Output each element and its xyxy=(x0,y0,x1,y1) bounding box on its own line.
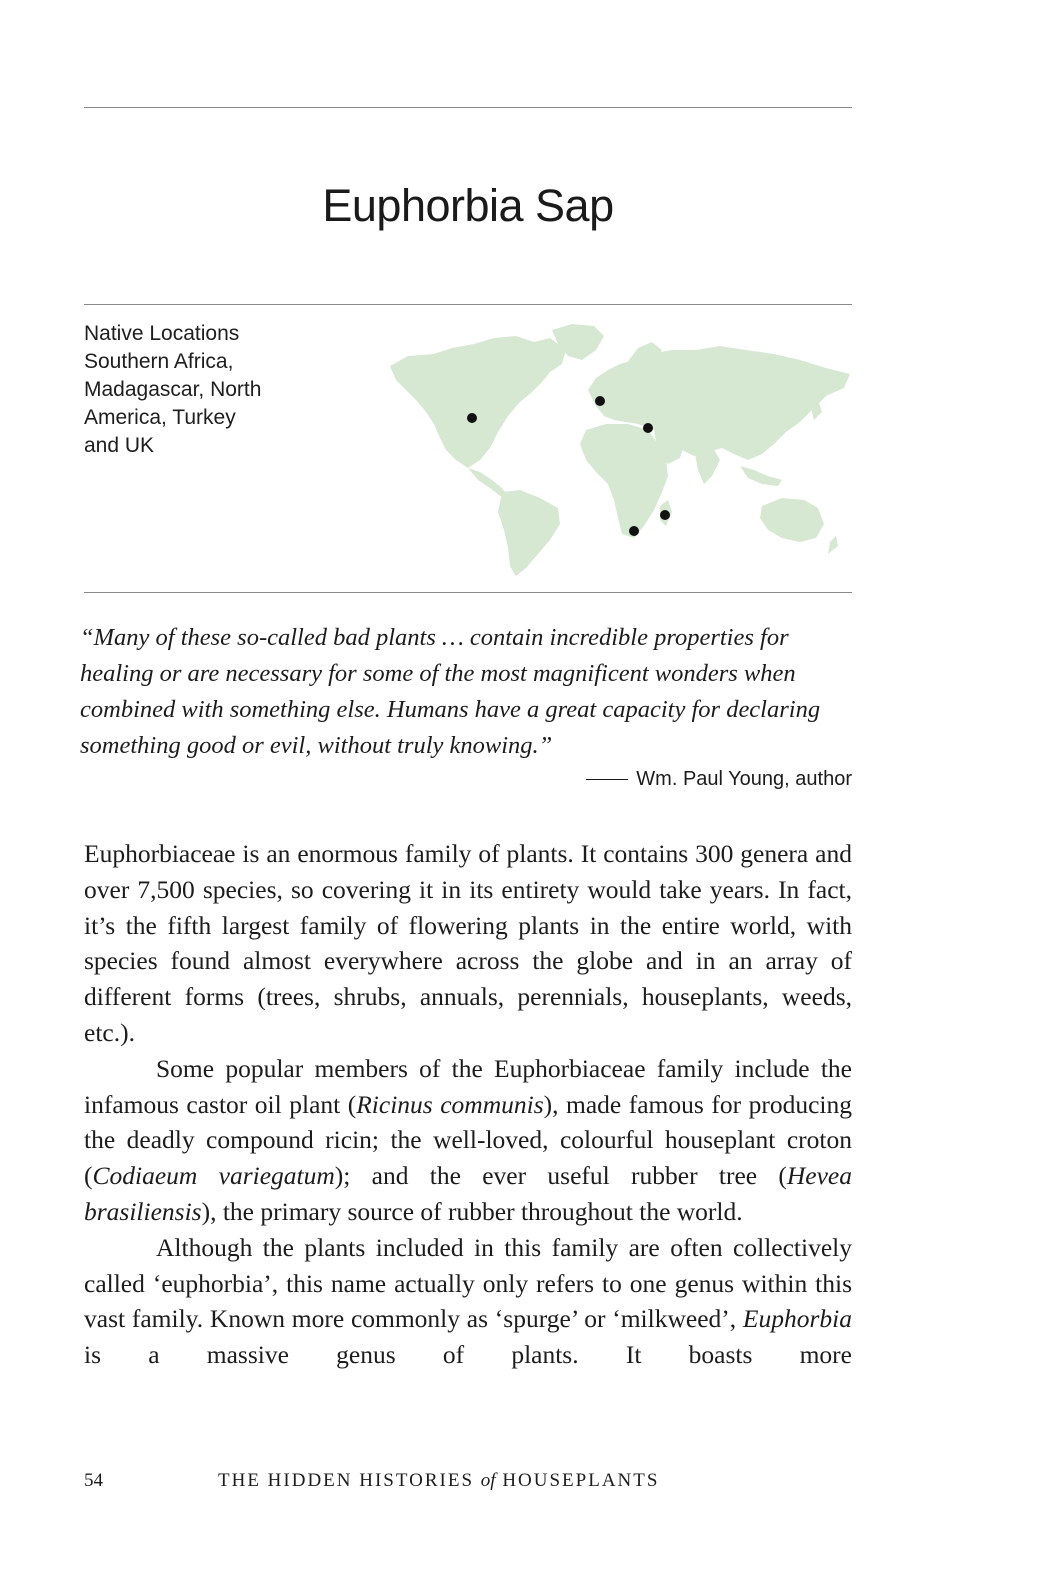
india xyxy=(694,446,720,484)
paragraph-3 xyxy=(84,1230,852,1373)
quote-attribution xyxy=(84,768,852,791)
species-name: Codiaeum variegatum xyxy=(92,1161,335,1191)
text-run: Although the plants included in this family are often collectively called ‘euphorbia’, this name actually only refers to one genus within this vast family. Known more commonly as ‘spurge’ or ‘milkweed’, xyxy=(84,1232,852,1334)
running-title-part: THE HIDDEN HISTORIES xyxy=(218,1470,481,1491)
running-title-of: of xyxy=(480,1470,496,1491)
page-title: Euphorbia Sap xyxy=(322,180,614,231)
text-run: ), the primary source of rubber throughout the world. xyxy=(201,1196,743,1226)
north-america xyxy=(390,336,566,468)
native-locations-label: Native Locations xyxy=(84,322,240,345)
page-number: 54 xyxy=(84,1470,103,1491)
marker-madagascar xyxy=(660,510,670,520)
text-run: Some popular members of the Euphorbiaceae family include the infamous castor oil plant ( xyxy=(84,1053,852,1119)
quote-author-role: , author xyxy=(784,768,852,790)
section-rule-lower xyxy=(84,592,852,593)
marker-uk xyxy=(595,396,605,406)
running-title-part: HOUSEPLANTS xyxy=(495,1470,660,1491)
native-location-line: and UK xyxy=(84,434,155,457)
paragraph-1: Euphorbiaceae is an enormous family of plants. It contains 300 genera and over 7,500 species, so covering it in its entirety would take years. In fact, it’s the fifth largest family of flowering plants in the entire world, with species found almost everywhere across the globe and in an array of different forms (trees, shrubs, annuals, perennials, houseplants, weeds, etc.). xyxy=(84,839,852,1047)
native-locations xyxy=(84,320,314,460)
running-footer xyxy=(218,1470,659,1492)
text-run: ), made famous for producing the deadly compound ricin; the well-loved, colourful houseplant croton ( xyxy=(84,1089,852,1191)
native-location-line: Madagascar, North xyxy=(84,378,262,401)
southeast-asia xyxy=(740,466,782,486)
map-land xyxy=(390,324,850,576)
marker-north-america xyxy=(467,413,477,423)
africa xyxy=(580,424,668,538)
australia xyxy=(760,498,824,542)
world-map xyxy=(382,320,854,580)
paragraph-2 xyxy=(84,1051,852,1230)
native-location-line: Southern Africa, xyxy=(84,350,234,373)
species-name: Hevea brasiliensis xyxy=(84,1161,852,1226)
new-zealand xyxy=(828,536,838,554)
genus-name: Euphorbia xyxy=(742,1304,852,1334)
south-america xyxy=(498,490,560,576)
species-name: Ricinus communis xyxy=(356,1089,544,1119)
body-text xyxy=(84,836,852,1373)
em-dash-rule xyxy=(586,779,628,780)
marker-turkey xyxy=(643,423,653,433)
top-rule xyxy=(84,107,852,108)
epigraph-quote: “Many of these so-called bad plants … contain incredible properties for healing or are necessary for some of the most magnificent wonders when combined with something else. Humans have a great capacity for declaring something good or evil, without truly knowing.” xyxy=(80,624,821,759)
text-run: is a massive genus of plants. It boasts more xyxy=(84,1340,852,1370)
marker-southern-africa xyxy=(629,526,639,536)
text-run: ); and the ever useful rubber tree ( xyxy=(334,1161,787,1191)
central-america xyxy=(468,468,508,496)
native-location-line: America, Turkey xyxy=(84,406,236,429)
section-rule-upper xyxy=(84,304,852,305)
quote-author: Wm. Paul Young xyxy=(636,768,785,790)
